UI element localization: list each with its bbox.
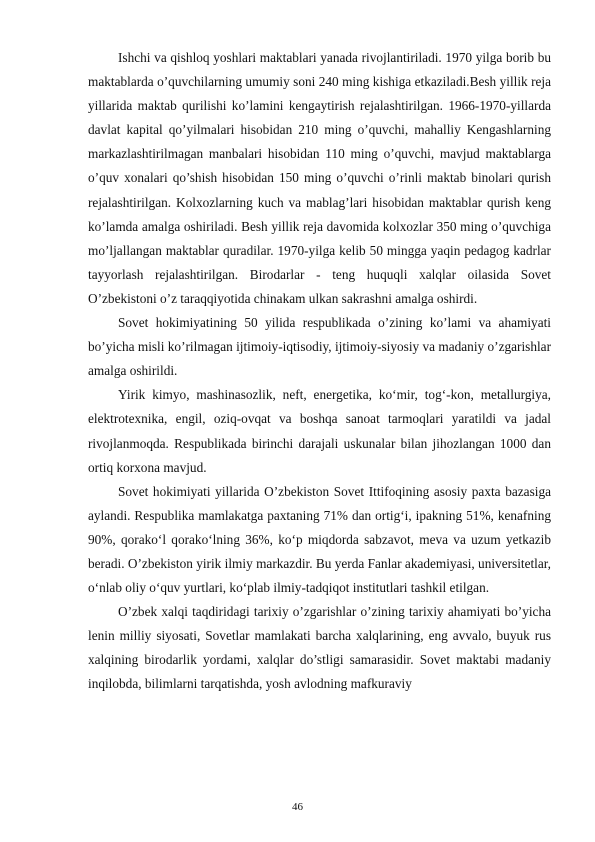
paragraph-4: Sovet hokimiyati yillarida O’zbekiston Sovet Ittifoqining asosiy paxta bazasiga aylandi. Respublika mamlakatga paxtaning 71% dan ortig‘i, ipakning 51%, kenafning 90%, qorako‘l qorako‘lning 36%, ko‘p miqdorda sabzavot, meva va uzum yetkazib beradi. O’zbekiston yirik ilmiy markazdir. Bu yerda Fanlar akademiyasi, universitetlar, o‘nlab oliy o‘quv yurtlari, ko‘plab ilmiy-tadqiqot institutlari tashkil etilgan. (88, 483, 551, 596)
paragraph-1: Ishchi va qishloq yoshlari maktablari yanada rivojlantiriladi. 1970 yilga borib bu maktablarda o’quvchilarning umumiy soni 240 ming kishiga etkaziladi.Besh yillik reja yillarida maktab qurilishi ko’lamini kengaytirish rejalashtirilgan. 1966-1970-yillarda davlat kapital qo’yilmalari hisobidan 210 ming o’quvchi, mahalliy Kengashlarning markazlashtirilmagan manbalari hisobidan 110 ming o’quvchi, mavjud maktablarga o’quv xonalari qo’shish hisobidan 150 ming o’quvchi o’rinli maktab binolari qurish rejalashtirilgan. Kolxozlarning kuch va mablag’lari hisobidan maktablar qurish keng ko’lamda amalga oshiriladi. Besh yillik reja davomida kolxozlar 350 ming o’quvchiga mo’ljallangan maktablar quradilar. 1970-yilga kelib 50 mingga yaqin pedagog kadrlar tayyorlash rejalashtirilgan. Birodarlar - teng huquqli xalqlar oilasida Sovet O’zbekistoni o’z taraqqiyotida chinakam ulkan sakrashni amalga oshirdi. (88, 50, 551, 306)
page-number: 46 (292, 801, 303, 813)
paragraph-5: O’zbek xalqi taqdiridagi tarixiy o’zgarishlar o’zining tarixiy ahamiyati bo’yicha lenin milliy siyosati, Sovetlar mamlakati barcha xalqlarining, eng avvalo, buyuk rus xalqining birodarlik yordami, xalqlar do’stligi samarasidir. Sovet maktabi madaniy inqilobda, bilimlarni tarqatishda, yosh avlodning mafkuraviy (88, 604, 551, 692)
paragraph-3: Yirik kimyo, mashinasozlik, neft, energetika, ko‘mir, tog‘-kon, metallurgiya, elektrotexnika, engil, oziq-ovqat va boshqa sanoat tarmoqlari yaratildi va jadal rivojlanmoqda. Respublikada birinchi darajali uskunalar bilan jihozlangan 1000 dan ortiq korxona mavjud. (88, 387, 551, 475)
page-body (88, 46, 551, 697)
paragraph-2: Sovet hokimiyatining 50 yilida respublikada o’zining ko’lami va ahamiyati bo’yicha misli ko’rilmagan ijtimoiy-iqtisodiy, ijtimoiy-siyosiy va madaniy o’zgarishlar amalga oshirildi. (88, 315, 551, 379)
